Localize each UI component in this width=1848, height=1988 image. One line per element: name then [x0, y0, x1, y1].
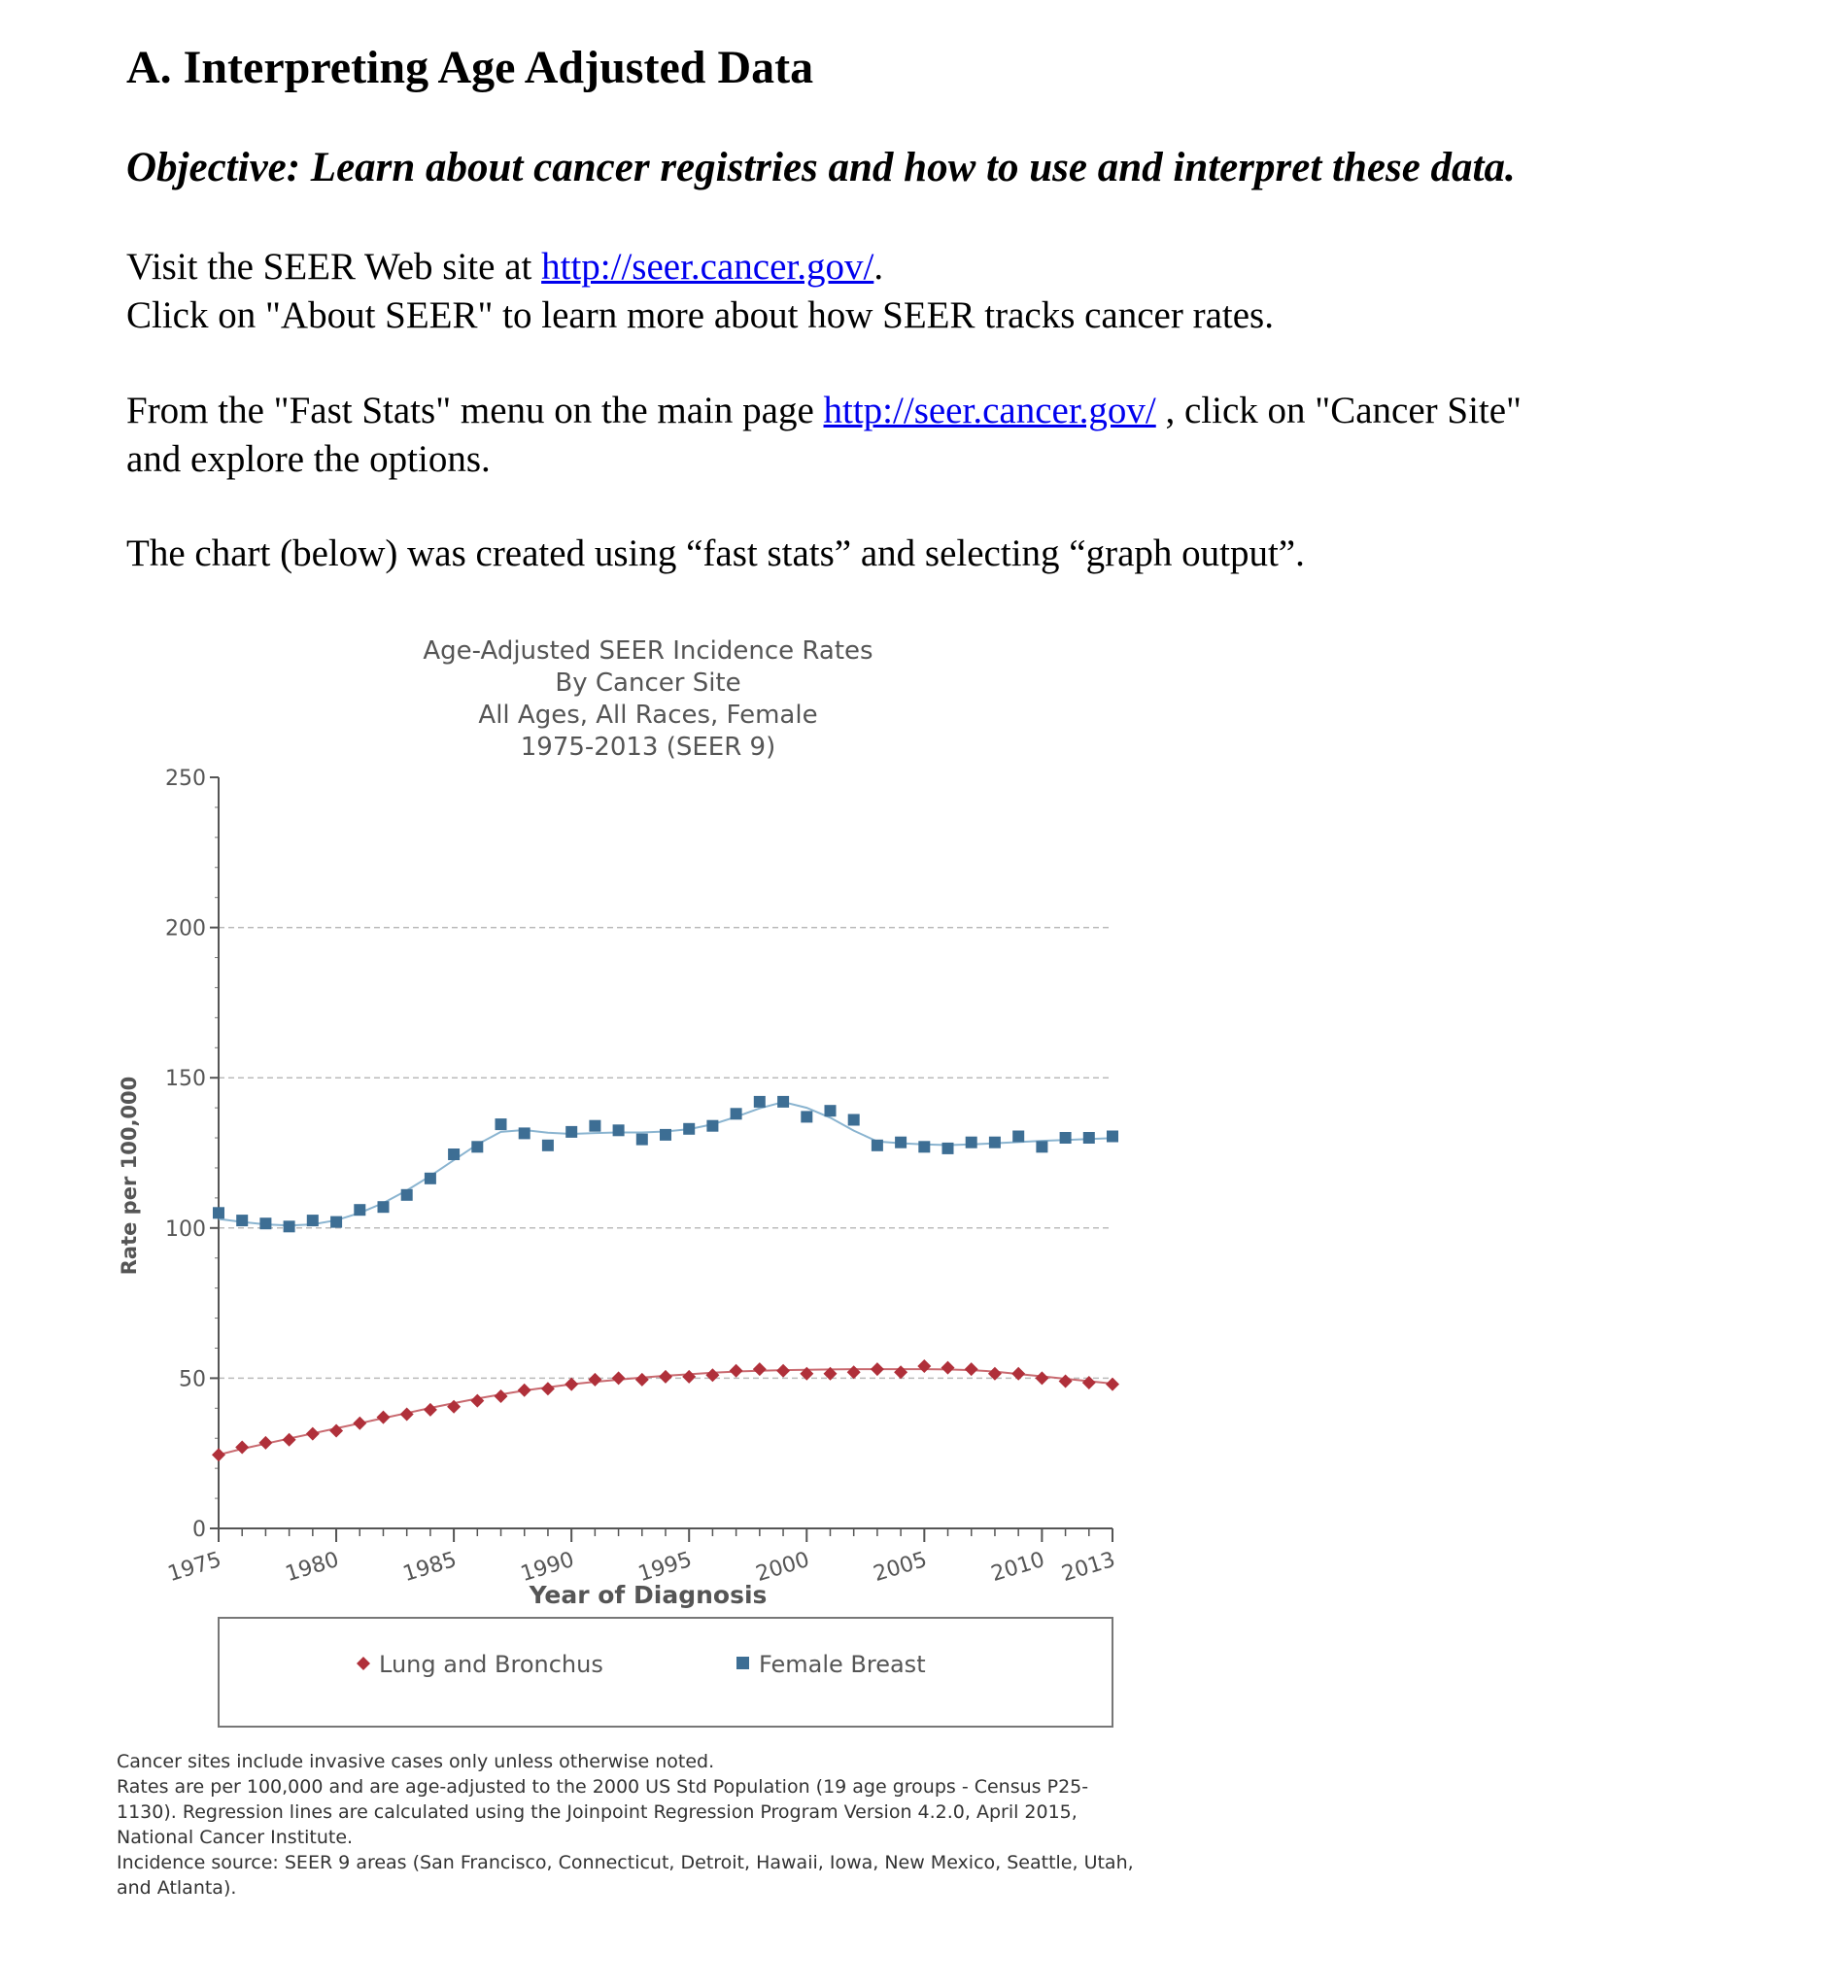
female-breast-point [284, 1220, 295, 1232]
lung-bronchus-point [424, 1403, 437, 1417]
visit-text-end: . [873, 246, 884, 288]
female-breast-point [660, 1129, 671, 1141]
female-breast-point [1036, 1141, 1047, 1152]
lung-bronchus-point [377, 1411, 391, 1424]
female-breast-point [872, 1140, 883, 1151]
seer-link-2[interactable]: http://seer.cancer.gov/ [823, 390, 1156, 431]
seer-link-1[interactable]: http://seer.cancer.gov/ [541, 246, 874, 288]
y-tick-label: 150 [165, 1067, 206, 1092]
chart-title-line-2: By Cancer Site [555, 668, 741, 698]
female-breast-point [425, 1173, 436, 1184]
explore-options-text: and explore the options. [126, 438, 491, 480]
female-breast-point [1083, 1132, 1095, 1144]
legend-square-icon [736, 1657, 749, 1669]
lung-bronchus-point [541, 1382, 555, 1395]
female-breast-point [589, 1120, 600, 1132]
y-tick-label: 250 [165, 767, 206, 791]
female-breast-point [496, 1118, 507, 1130]
paragraph-fast-stats [126, 387, 1522, 484]
lung-bronchus-point [329, 1424, 343, 1438]
female-breast-point [989, 1137, 1001, 1148]
lung-bronchus-point [212, 1448, 225, 1461]
x-tick-label: 2000 [753, 1547, 813, 1588]
female-breast-point [565, 1126, 577, 1138]
y-axis-label: Rate per 100,000 [118, 1076, 141, 1276]
lung-bronchus-point [635, 1373, 649, 1387]
objective-text: Objective: Learn about cancer registries and how to use and interpret these data. [126, 145, 1516, 190]
lung-bronchus-point [659, 1370, 672, 1384]
lung-bronchus-point [306, 1427, 320, 1441]
female-breast-point [1107, 1131, 1118, 1143]
lung-bronchus-point [965, 1362, 978, 1376]
chart-title [423, 636, 873, 762]
female-breast-point [613, 1124, 625, 1136]
legend-lung-bronchus: Lung and Bronchus [379, 1651, 603, 1678]
about-seer-text: Click on "About SEER" to learn more about how SEER tracks cancer rates. [126, 294, 1274, 336]
chart-title-line-4: 1975-2013 (SEER 9) [520, 733, 776, 762]
lung-bronchus-point [470, 1394, 484, 1408]
y-axis-ticks [165, 767, 219, 1542]
chart-footnotes [117, 1749, 1215, 1901]
x-axis-label: Year of Diagnosis [529, 1581, 768, 1609]
lung-bronchus-point [705, 1368, 719, 1382]
lung-bronchus-point [565, 1378, 578, 1391]
lung-bronchus-point [612, 1371, 626, 1385]
lung-bronchus-point [1035, 1371, 1048, 1385]
lung-bronchus-point [400, 1408, 414, 1422]
paragraph-visit-seer [126, 243, 1274, 340]
female-breast-point [966, 1137, 977, 1148]
chart-title-line-3: All Ages, All Races, Female [478, 701, 818, 730]
lung-bronchus-point [847, 1365, 861, 1379]
lung-bronchus-point [235, 1441, 249, 1455]
y-tick-label: 100 [165, 1217, 206, 1242]
lung-bronchus-point [258, 1436, 272, 1450]
lung-bronchus-point [1059, 1375, 1073, 1388]
chart-axes [215, 777, 1112, 1528]
chart-series [212, 1096, 1119, 1461]
lung-bronchus-point [1011, 1367, 1025, 1381]
chart-title-line-1: Age-Adjusted SEER Incidence Rates [423, 636, 873, 666]
footnote-line: National Cancer Institute. [117, 1827, 354, 1848]
footnote-line: and Atlanta). [117, 1877, 237, 1899]
lung-bronchus-point [871, 1362, 884, 1376]
female-breast-point [731, 1108, 742, 1119]
female-breast-point [307, 1215, 319, 1226]
y-tick-label: 200 [165, 916, 206, 942]
lung-bronchus-point [495, 1389, 508, 1403]
female-breast-point [706, 1120, 718, 1132]
female-breast-point [1012, 1131, 1024, 1143]
female-breast-point [471, 1141, 483, 1152]
x-tick-label: 2005 [871, 1547, 931, 1588]
lung-bronchus-point [518, 1384, 531, 1397]
lung-bronchus-point [682, 1370, 696, 1384]
footnote-line: 1130). Regression lines are calculated using the Joinpoint Regression Program Version 4.2.0, April 2015, [117, 1801, 1078, 1823]
female-breast-point [519, 1127, 530, 1139]
female-breast-point [1060, 1132, 1072, 1144]
female-breast-point [683, 1123, 695, 1135]
x-tick-label: 1995 [635, 1547, 695, 1588]
female-breast-point [354, 1204, 365, 1216]
trend-line-female-breast [219, 1102, 1112, 1225]
x-tick-label: 1985 [399, 1547, 460, 1588]
female-breast-point [848, 1114, 860, 1126]
female-breast-point [259, 1217, 271, 1229]
lung-bronchus-point [917, 1359, 931, 1373]
female-breast-point [825, 1105, 837, 1116]
visit-text: Visit the SEER Web site at [126, 246, 542, 288]
x-tick-label: 2010 [988, 1547, 1048, 1588]
female-breast-point [401, 1189, 413, 1201]
female-breast-point [236, 1215, 248, 1226]
lung-bronchus-point [730, 1364, 743, 1378]
female-breast-point [213, 1207, 224, 1218]
y-tick-label: 50 [179, 1367, 206, 1392]
footnote-line: Incidence source: SEER 9 areas (San Francisco, Connecticut, Detroit, Hawaii, Iowa, New Mexico, Seattle, Utah, [117, 1852, 1134, 1873]
x-tick-label: 1975 [164, 1547, 224, 1588]
lung-bronchus-point [588, 1373, 601, 1387]
x-tick-label: 1990 [518, 1547, 577, 1588]
lung-bronchus-point [941, 1361, 955, 1375]
cancer-site-text: , click on "Cancer Site" [1155, 390, 1522, 431]
lung-bronchus-point [894, 1365, 907, 1379]
chart-legend [219, 1618, 1112, 1727]
female-breast-point [636, 1134, 648, 1146]
lung-bronchus-point [1106, 1378, 1119, 1391]
female-breast-point [895, 1137, 907, 1148]
legend-female-breast: Female Breast [759, 1651, 926, 1678]
female-breast-point [448, 1148, 460, 1160]
legend-box [219, 1618, 1112, 1727]
chart-intro-text: The chart (below) was created using “fast stats” and selecting “graph output”. [126, 532, 1305, 574]
lung-bronchus-point [776, 1364, 790, 1378]
x-tick-label: 1980 [282, 1547, 342, 1588]
female-breast-point [942, 1143, 954, 1154]
female-breast-point [918, 1141, 930, 1152]
chart-gridlines [219, 928, 1112, 1379]
female-breast-point [542, 1140, 554, 1151]
lung-bronchus-point [283, 1433, 296, 1447]
incidence-chart [107, 622, 1205, 1749]
lung-bronchus-point [353, 1417, 366, 1430]
footnote-line: Rates are per 100,000 and are age-adjusted to the 2000 US Std Population (19 age groups - Census P25- [117, 1776, 1089, 1798]
x-axis-ticks [165, 1528, 1118, 1587]
female-breast-point [378, 1201, 390, 1213]
female-breast-point [801, 1111, 812, 1122]
footnote-line: Cancer sites include invasive cases only unless otherwise noted. [117, 1751, 715, 1772]
y-tick-label: 0 [192, 1518, 206, 1542]
lung-bronchus-point [753, 1362, 767, 1376]
female-breast-point [754, 1096, 766, 1108]
x-tick-label: 2013 [1058, 1547, 1118, 1588]
female-breast-point [777, 1096, 789, 1108]
fast-stats-text: From the "Fast Stats" menu on the main page [126, 390, 824, 431]
page-heading: A. Interpreting Age Adjusted Data [126, 42, 814, 93]
female-breast-point [330, 1217, 342, 1228]
